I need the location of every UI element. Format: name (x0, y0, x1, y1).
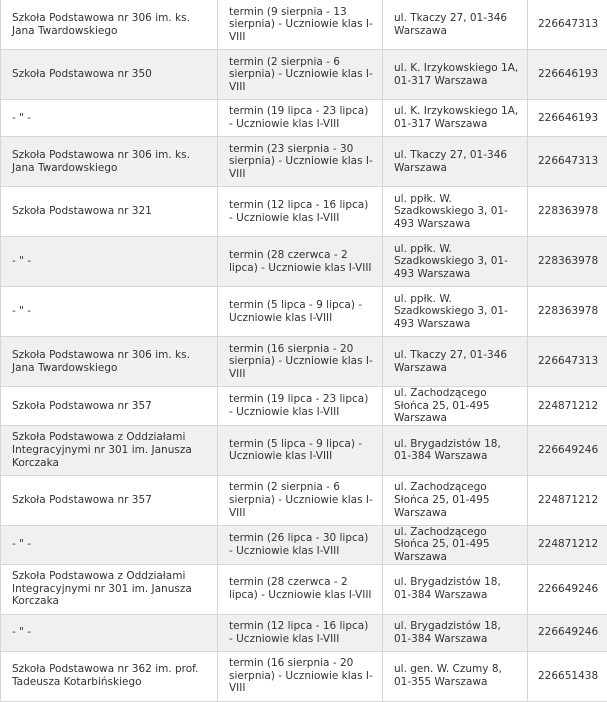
term-cell: termin (28 czerwca - 2 lipca) - Uczniowie klas I-VIII (218, 237, 383, 287)
phone-cell: 226649246 (528, 614, 607, 651)
term-cell: termin (19 lipca - 23 lipca) - Uczniowie klas I-VIII (218, 387, 383, 426)
table-row (1, 137, 607, 187)
address-cell: ul. ppłk. W. Szadkowskiego 3, 01-493 Warszawa (383, 237, 528, 287)
term-cell: termin (2 sierpnia - 6 sierpnia) - Uczniowie klas I-VIII (218, 50, 383, 100)
school-name-cell: - " - (1, 525, 218, 564)
phone-cell: 224871212 (528, 387, 607, 426)
address-cell: ul. Brygadzistów 18, 01-384 Warszawa (383, 425, 528, 475)
table-row (1, 287, 607, 337)
table-row (1, 50, 607, 100)
table-row (1, 525, 607, 564)
phone-cell: 226649246 (528, 564, 607, 614)
school-name-cell: Szkoła Podstawowa nr 362 im. prof. Tadeusza Kotarbińskiego (1, 651, 218, 701)
table-row (1, 237, 607, 287)
school-name-cell: Szkoła Podstawowa nr 306 im. ks. Jana Twardowskiego (1, 0, 218, 50)
term-cell: termin (16 sierpnia - 20 sierpnia) - Uczniowie klas I-VIII (218, 651, 383, 701)
table-row (1, 425, 607, 475)
term-cell: termin (9 sierpnia - 13 sierpnia) - Uczniowie klas I-VIII (218, 0, 383, 50)
school-name-cell: - " - (1, 287, 218, 337)
term-cell: termin (2 sierpnia - 6 sierpnia) - Uczniowie klas I-VIII (218, 475, 383, 525)
address-cell: ul. Brygadzistów 18, 01-384 Warszawa (383, 614, 528, 651)
phone-cell: 226647313 (528, 0, 607, 50)
table-row (1, 614, 607, 651)
table-row (1, 0, 607, 50)
term-cell: termin (5 lipca - 9 lipca) - Uczniowie klas I-VIII (218, 287, 383, 337)
school-name-cell: Szkoła Podstawowa z Oddziałami Integracyjnymi nr 301 im. Janusza Korczaka (1, 564, 218, 614)
address-cell: ul. K. Irzykowskiego 1A, 01-317 Warszawa (383, 100, 528, 137)
term-cell: termin (19 lipca - 23 lipca) - Uczniowie klas I-VIII (218, 100, 383, 137)
term-cell: termin (26 lipca - 30 lipca) - Uczniowie klas I-VIII (218, 525, 383, 564)
address-cell: ul. Zachodzącego Słońca 25, 01-495 Warszawa (383, 475, 528, 525)
address-cell: ul. Zachodzącego Słońca 25, 01-495 Warszawa (383, 387, 528, 426)
term-cell: termin (23 sierpnia - 30 sierpnia) - Uczniowie klas I-VIII (218, 137, 383, 187)
phone-cell: 226649246 (528, 425, 607, 475)
school-name-cell: - " - (1, 237, 218, 287)
term-cell: termin (12 lipca - 16 lipca) - Uczniowie klas I-VIII (218, 187, 383, 237)
school-name-cell: Szkoła Podstawowa nr 306 im. ks. Jana Twardowskiego (1, 337, 218, 387)
phone-cell: 224871212 (528, 525, 607, 564)
address-cell: ul. Tkaczy 27, 01-346 Warszawa (383, 337, 528, 387)
phone-cell: 228363978 (528, 237, 607, 287)
phone-cell: 226646193 (528, 100, 607, 137)
school-name-cell: Szkoła Podstawowa nr 357 (1, 475, 218, 525)
table-row (1, 564, 607, 614)
school-name-cell: Szkoła Podstawowa nr 306 im. ks. Jana Twardowskiego (1, 137, 218, 187)
table-row (1, 100, 607, 137)
address-cell: ul. K. Irzykowskiego 1A, 01-317 Warszawa (383, 50, 528, 100)
address-cell: ul. gen. W. Czumy 8, 01-355 Warszawa (383, 651, 528, 701)
phone-cell: 226647313 (528, 337, 607, 387)
phone-cell: 224871212 (528, 475, 607, 525)
phone-cell: 226651438 (528, 651, 607, 701)
table-row (1, 387, 607, 426)
table-row (1, 475, 607, 525)
address-cell: ul. Brygadzistów 18, 01-384 Warszawa (383, 564, 528, 614)
school-name-cell: - " - (1, 614, 218, 651)
address-cell: ul. Tkaczy 27, 01-346 Warszawa (383, 0, 528, 50)
school-name-cell: Szkoła Podstawowa nr 321 (1, 187, 218, 237)
table-row (1, 187, 607, 237)
table-row (1, 337, 607, 387)
term-cell: termin (28 czerwca - 2 lipca) - Uczniowie klas I-VIII (218, 564, 383, 614)
table-body (1, 0, 607, 701)
phone-cell: 226646193 (528, 50, 607, 100)
phone-cell: 228363978 (528, 187, 607, 237)
address-cell: ul. ppłk. W. Szadkowskiego 3, 01-493 Warszawa (383, 287, 528, 337)
address-cell: ul. Tkaczy 27, 01-346 Warszawa (383, 137, 528, 187)
phone-cell: 226647313 (528, 137, 607, 187)
school-name-cell: Szkoła Podstawowa nr 350 (1, 50, 218, 100)
school-name-cell: Szkoła Podstawowa nr 357 (1, 387, 218, 426)
term-cell: termin (5 lipca - 9 lipca) - Uczniowie klas I-VIII (218, 425, 383, 475)
table-row (1, 651, 607, 701)
term-cell: termin (16 sierpnia - 20 sierpnia) - Uczniowie klas I-VIII (218, 337, 383, 387)
school-name-cell: Szkoła Podstawowa z Oddziałami Integracyjnymi nr 301 im. Janusza Korczaka (1, 425, 218, 475)
school-name-cell: - " - (1, 100, 218, 137)
phone-cell: 228363978 (528, 287, 607, 337)
term-cell: termin (12 lipca - 16 lipca) - Uczniowie klas I-VIII (218, 614, 383, 651)
address-cell: ul. ppłk. W. Szadkowskiego 3, 01-493 Warszawa (383, 187, 528, 237)
address-cell: ul. Zachodzącego Słońca 25, 01-495 Warszawa (383, 525, 528, 564)
